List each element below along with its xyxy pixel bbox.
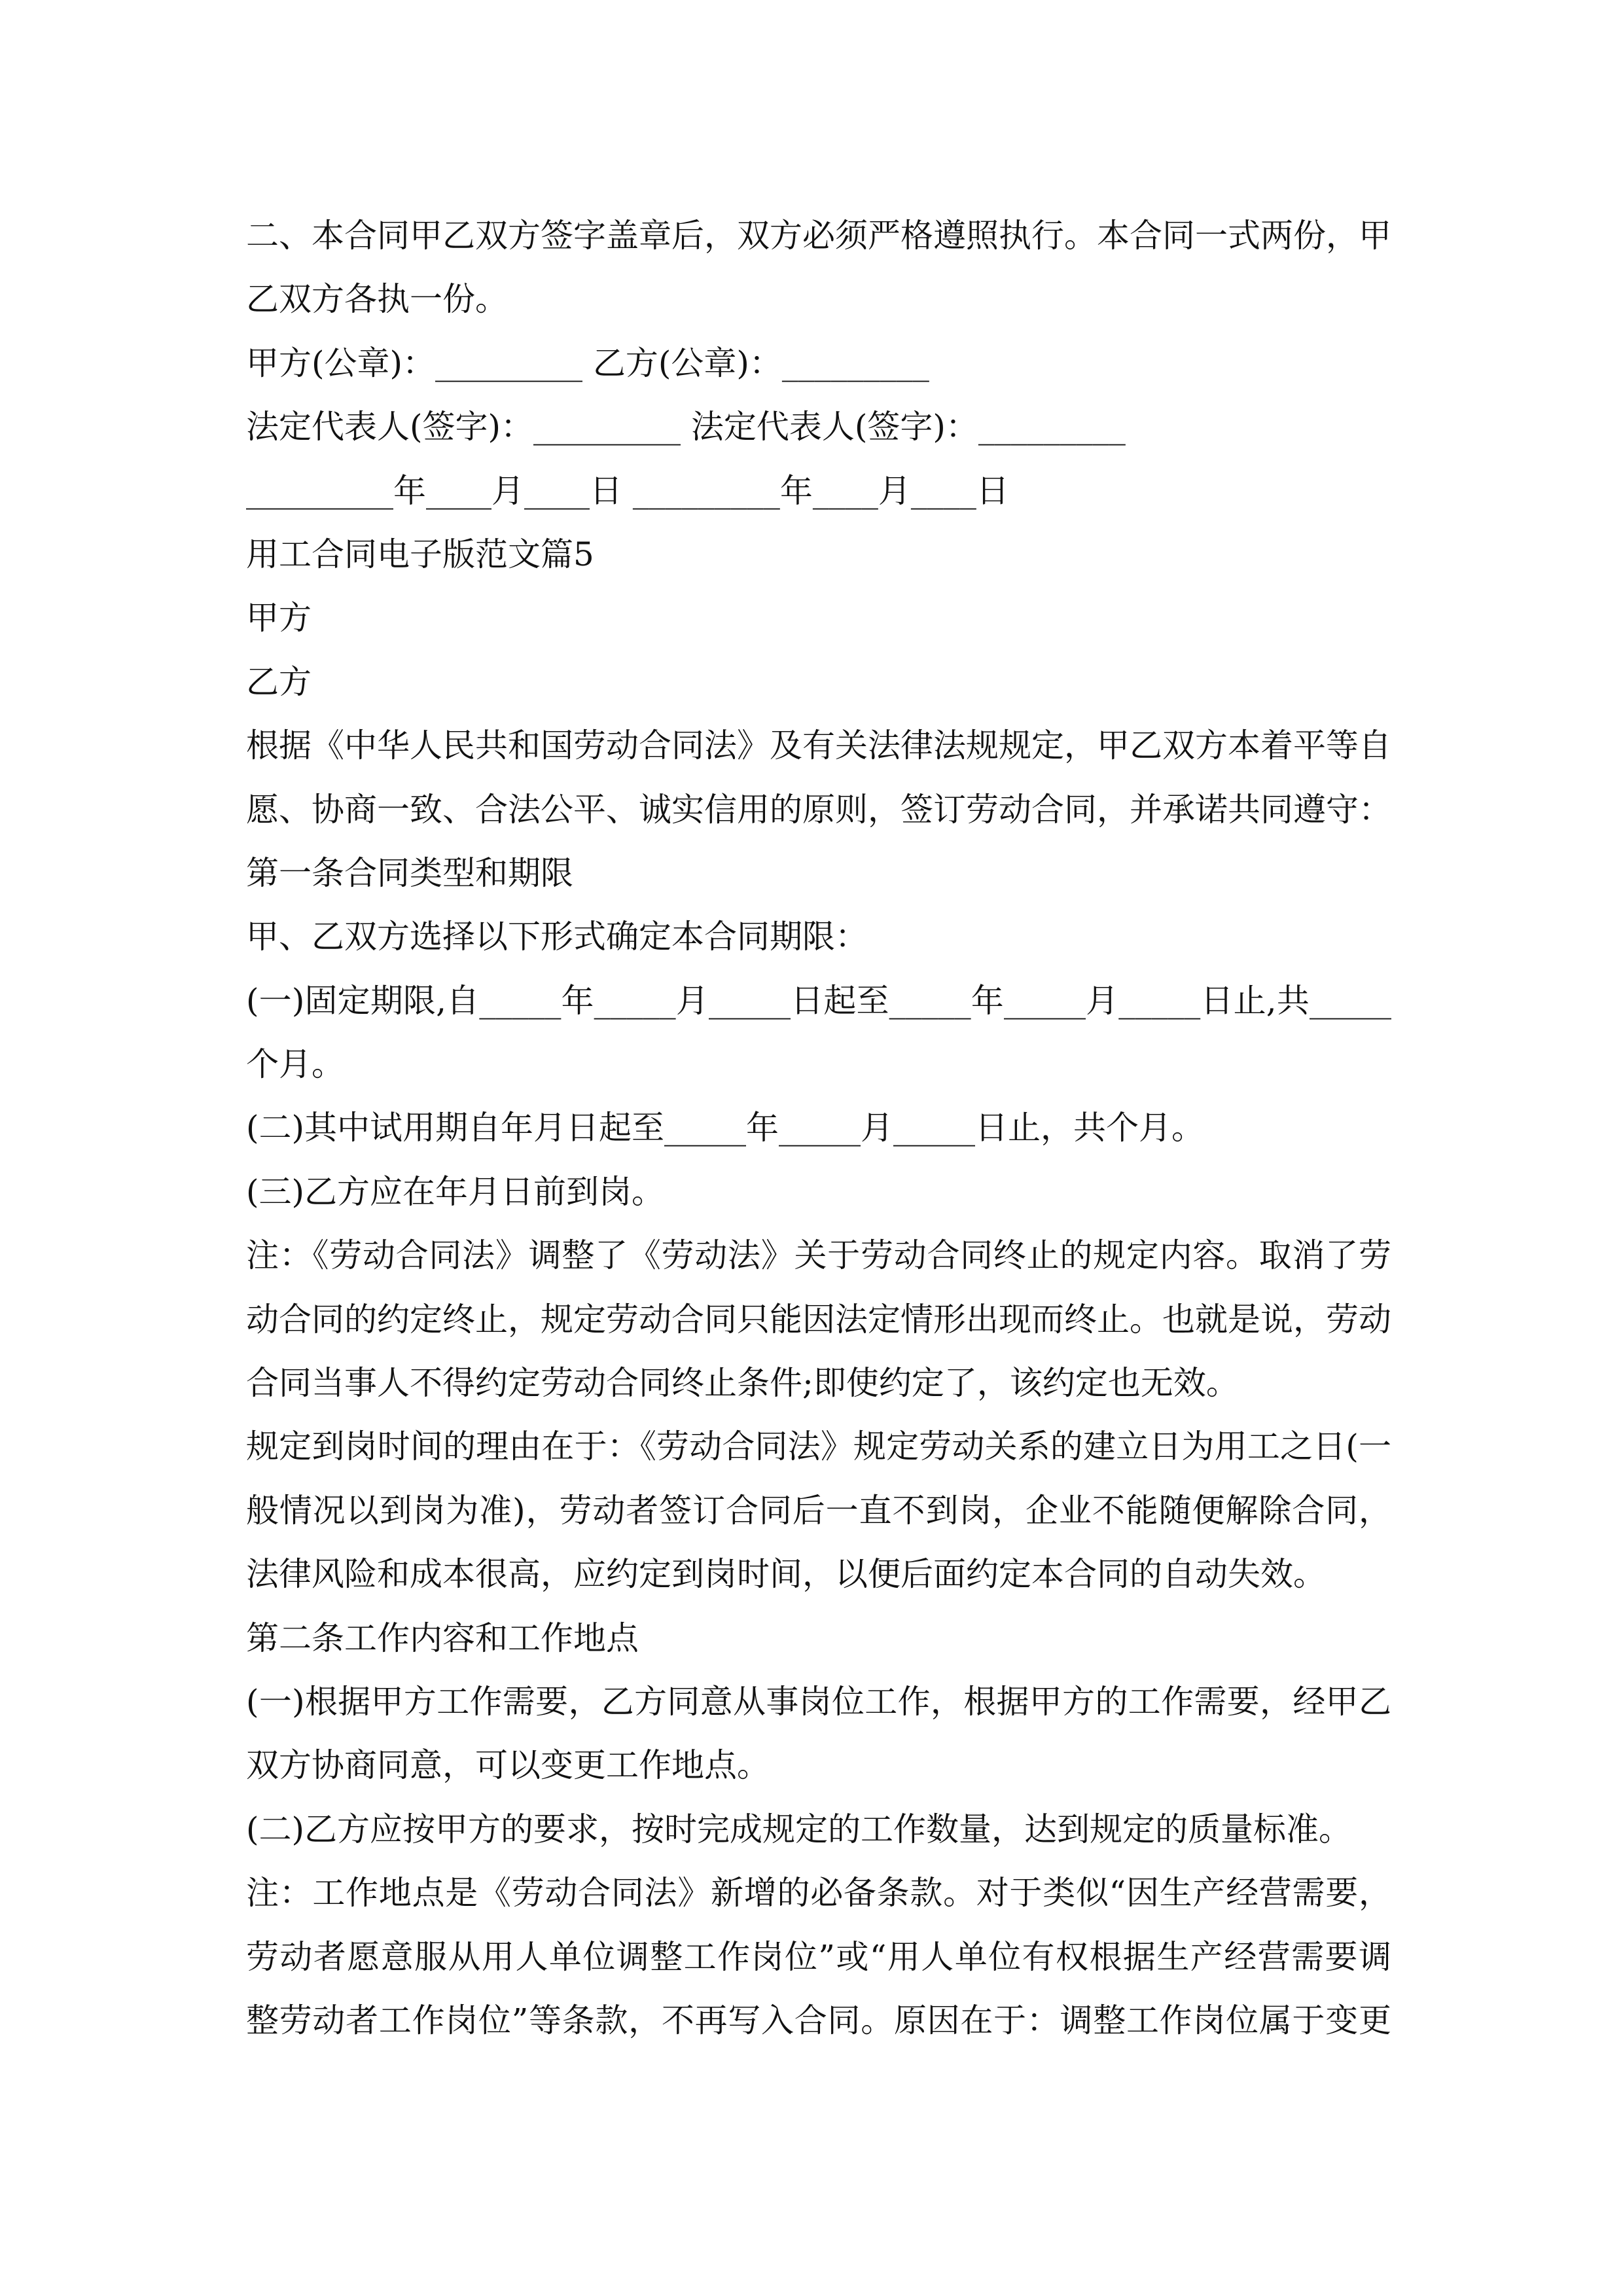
signature-line-seal: 甲方(公章)：_________ 乙方(公章)：_________ [246, 344, 929, 382]
paragraph-line: 般情况以到岗为准)，劳动者签订合同后一直不到岗，企业不能随便解除合同， [246, 1491, 1391, 1530]
note-line: 动合同的约定终止，规定劳动合同只能因法定情形出现而终止。也就是说，劳动 [246, 1300, 1391, 1338]
paragraph-line: 甲、乙双方选择以下形式确定本合同期限： [246, 918, 868, 956]
article-heading: 第一条合同类型和期限 [246, 853, 573, 892]
paragraph-line: 双方协商同意，可以变更工作地点。 [246, 1746, 770, 1785]
document-body [246, 204, 1391, 2053]
signature-line-date: _________年____月____日 _________年____月____日 [246, 471, 1009, 510]
signature-line-representative: 法定代表人(签字)：_________ 法定代表人(签字)：_________ [246, 408, 1126, 446]
article-heading: 第二条工作内容和工作地点 [246, 1619, 639, 1657]
party-b-label: 乙方 [246, 662, 312, 701]
paragraph-line: 乙双方各执一份。 [246, 280, 508, 319]
paragraph-line: 法律风险和成本很高，应约定到岗时间，以便后面约定本合同的自动失效。 [246, 1555, 1326, 1594]
note-line: 合同当事人不得约定劳动合同终止条件;即使约定了，该约定也无效。 [246, 1364, 1239, 1403]
note-line: 整劳动者工作岗位”等条款，不再写入合同。原因在于：调整工作岗位属于变更 [246, 2001, 1391, 2039]
paragraph-line: (一)固定期限,自_____年_____月_____日起至_____年_____月_____日止,共_____ [246, 981, 1391, 1020]
paragraph-line: 个月。 [246, 1045, 344, 1084]
paragraph-line: (一)根据甲方工作需要，乙方同意从事岗位工作，根据甲方的工作需要，经甲乙 [246, 1682, 1391, 1721]
note-line: 注：工作地点是《劳动合同法》新增的必备条款。对于类似“因生产经营需要， [246, 1874, 1391, 1912]
paragraph-line: 二、本合同甲乙双方签字盖章后，双方必须严格遵照执行。本合同一式两份，甲 [246, 217, 1391, 255]
paragraph-line: 根据《中华人民共和国劳动合同法》及有关法律法规规定，甲乙双方本着平等自 [246, 726, 1391, 765]
paragraph-line: (三)乙方应在年月日前到岗。 [246, 1172, 665, 1211]
paragraph-line: 规定到岗时间的理由在于：《劳动合同法》规定劳动关系的建立日为用工之日(一 [246, 1427, 1391, 1466]
note-line: 劳动者愿意服从用人单位调整工作岗位”或“用人单位有权根据生产经营需要调 [246, 1937, 1391, 1976]
section-title: 用工合同电子版范文篇5 [246, 535, 594, 573]
paragraph-line: (二)其中试用期自年月日起至_____年_____月_____日止，共个月。 [246, 1109, 1205, 1147]
note-line: 注：《劳动合同法》调整了《劳动法》关于劳动合同终止的规定内容。取消了劳 [246, 1236, 1391, 1275]
paragraph-line: 愿、协商一致、合法公平、诚实信用的原则，签订劳动合同，并承诺共同遵守： [246, 790, 1391, 829]
paragraph-line: (二)乙方应按甲方的要求，按时完成规定的工作数量，达到规定的质量标准。 [246, 1810, 1352, 1848]
party-a-label: 甲方 [246, 599, 312, 637]
